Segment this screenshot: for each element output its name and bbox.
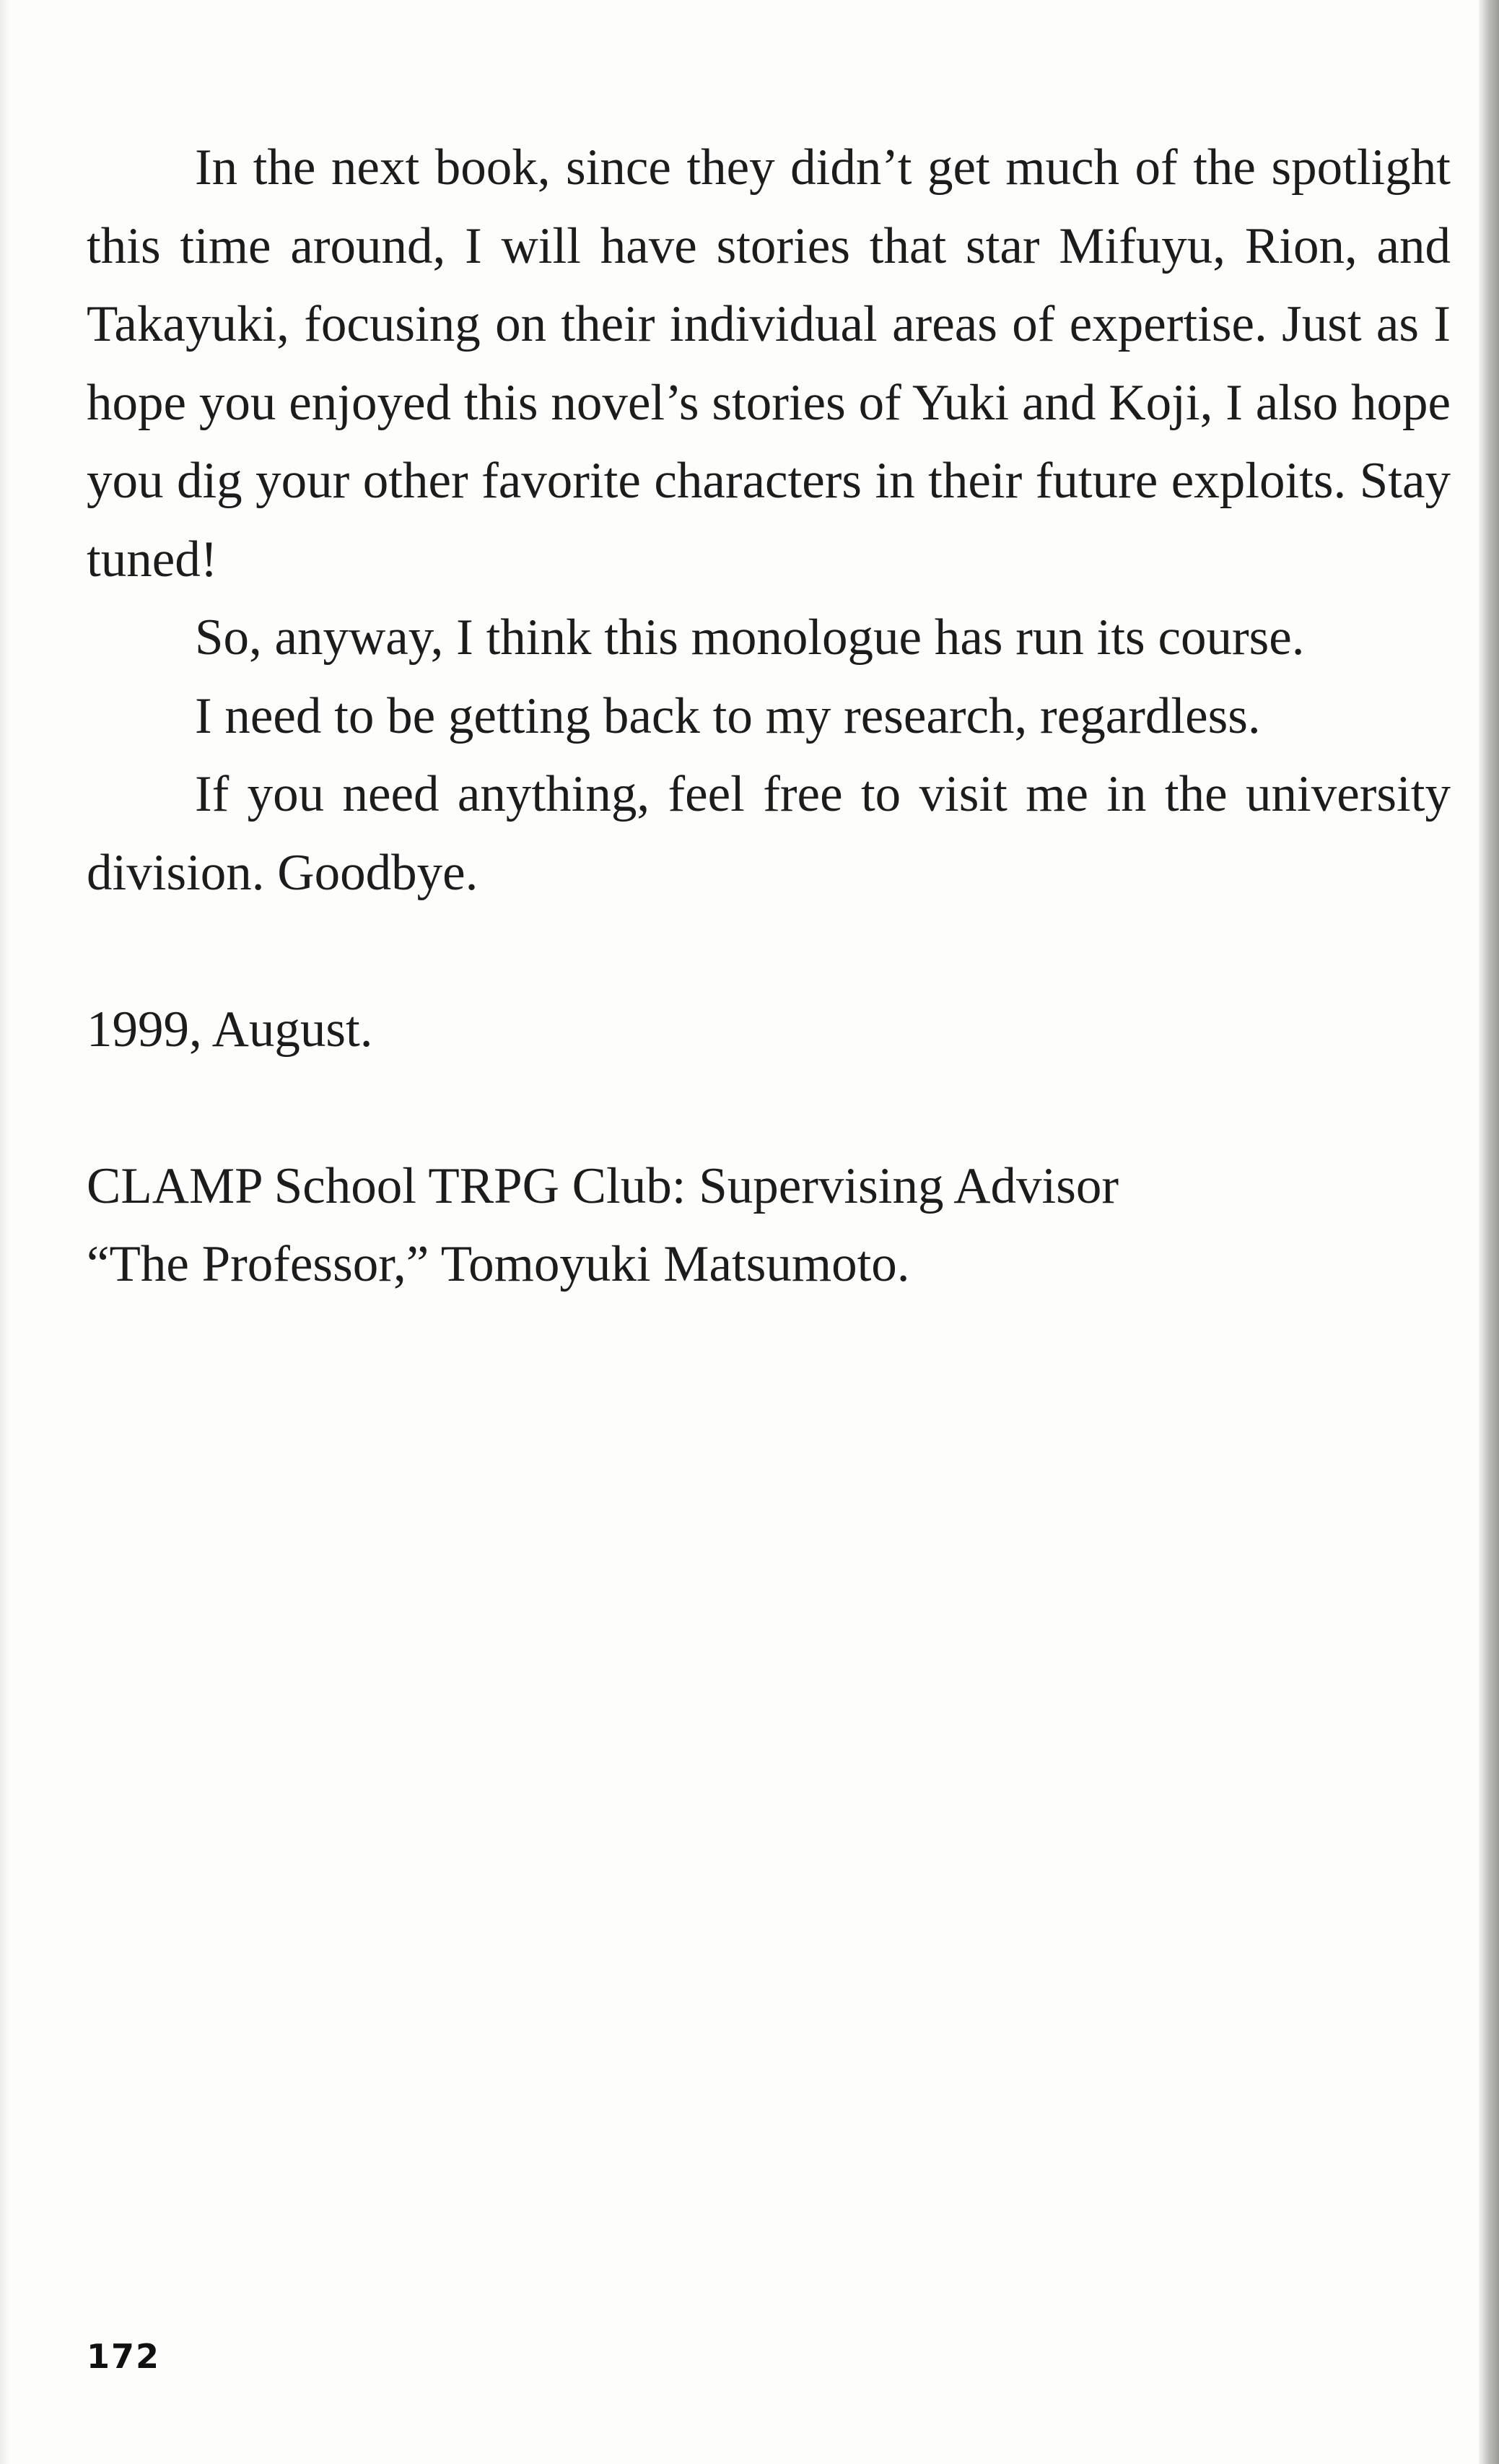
signature-name: “The Professor,” Tomoyuki Matsumoto.	[87, 1236, 910, 1292]
body-text	[87, 129, 1451, 1304]
page-number: 172	[87, 2337, 161, 2376]
paragraph-next-book: In the next book, since they didn’t get much of the spotlight this time around, I will have stories that star Mifuyu, Rion, and Takayuki, focusing on their individual areas of expertise. Just as I hope you enjoyed this novel’s stories of Yuki and Koji, I also hope you dig your other favorite characters in their future exploits. Stay tuned!	[87, 139, 1451, 588]
page-edge-left	[0, 0, 10, 2464]
paragraph-monologue: So, anyway, I think this monologue has run its course.	[195, 609, 1305, 666]
page-edge-right	[1479, 0, 1499, 2464]
signature-title: CLAMP School TRPG Club: Supervising Advisor	[87, 1157, 1119, 1214]
paragraph-goodbye: If you need anything, feel free to visit me in the university division. Goodbye.	[87, 766, 1451, 901]
date-line: 1999, August.	[87, 1001, 373, 1058]
paragraph-research: I need to be getting back to my research, regardless.	[195, 687, 1261, 744]
spacer	[87, 912, 1451, 991]
spacer	[87, 1068, 1451, 1147]
